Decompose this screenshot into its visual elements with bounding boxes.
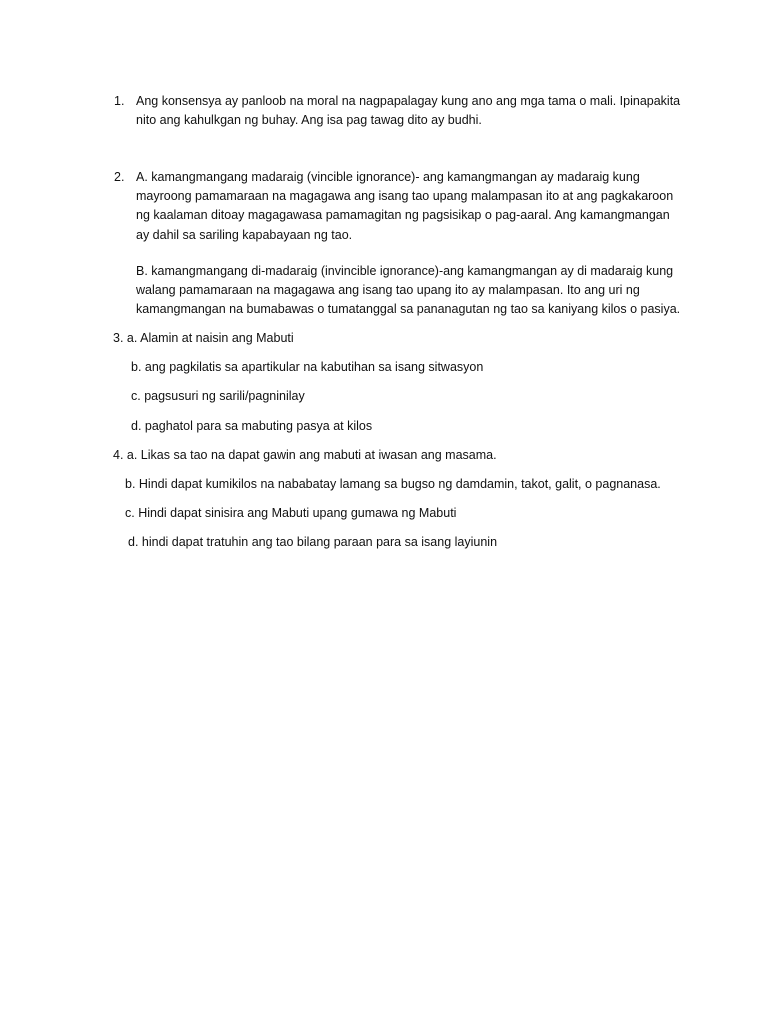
item-2a-line-3: ng kaalaman ditoay magagawasa pamamagitan ng pagsisikap o pag-aaral. Ang kamangmangan [136, 208, 670, 222]
item-1-number: 1. [114, 94, 125, 108]
item-4b: b. Hindi dapat kumikilos na nababatay lamang sa bugso ng damdamin, takot, galit, o pagnanasa. [125, 477, 661, 491]
item-1-line-2: nito ang kahulkgan ng buhay. Ang isa pag tawag dito ay budhi. [136, 113, 482, 127]
item-3d: d. paghatol para sa mabuting pasya at kilos [131, 419, 373, 433]
item-2a-line-4: ay dahil sa sariling kapabayaan ng tao. [136, 228, 353, 242]
item-3c: c. pagsusuri ng sarili/pagninilay [131, 389, 305, 403]
item-2b-line-3: kamangmangan na bumabawas o tumatanggal sa pananagutan ng tao sa kaniyang kilos o pasiya. [136, 302, 681, 316]
item-2a-line-1: A. kamangmangang madaraig (vincible ignorance)- ang kamangmangan ay madaraig kung [136, 170, 640, 184]
item-2-number: 2. [114, 170, 125, 184]
item-2b-line-1: B. kamangmangang di-madaraig (invincible ignorance)-ang kamangmangan ay di madaraig kung [136, 264, 674, 278]
item-4a: 4. a. Likas sa tao na dapat gawin ang mabuti at iwasan ang masama. [113, 448, 497, 462]
item-1-line-1: Ang konsensya ay panloob na moral na nagpapalagay kung ano ang mga tama o mali. Ipinapakita [136, 94, 681, 108]
item-2b-line-2: walang pamamaraan na magagawa ang isang tao upang ito ay malampasan. Ito ang uri ng [136, 283, 640, 297]
item-3a: 3. a. Alamin at naisin ang Mabuti [113, 331, 294, 345]
item-3b: b. ang pagkilatis sa apartikular na kabutihan sa isang sitwasyon [131, 360, 484, 374]
item-2a-line-2: mayroong pamamaraan na magagawa ang isang tao upang malampasan ito at ang pagkakaroon [136, 189, 674, 203]
item-4c: c. Hindi dapat sinisira ang Mabuti upang gumawa ng Mabuti [125, 506, 457, 520]
item-4d: d. hindi dapat tratuhin ang tao bilang paraan para sa isang layiunin [128, 535, 498, 549]
